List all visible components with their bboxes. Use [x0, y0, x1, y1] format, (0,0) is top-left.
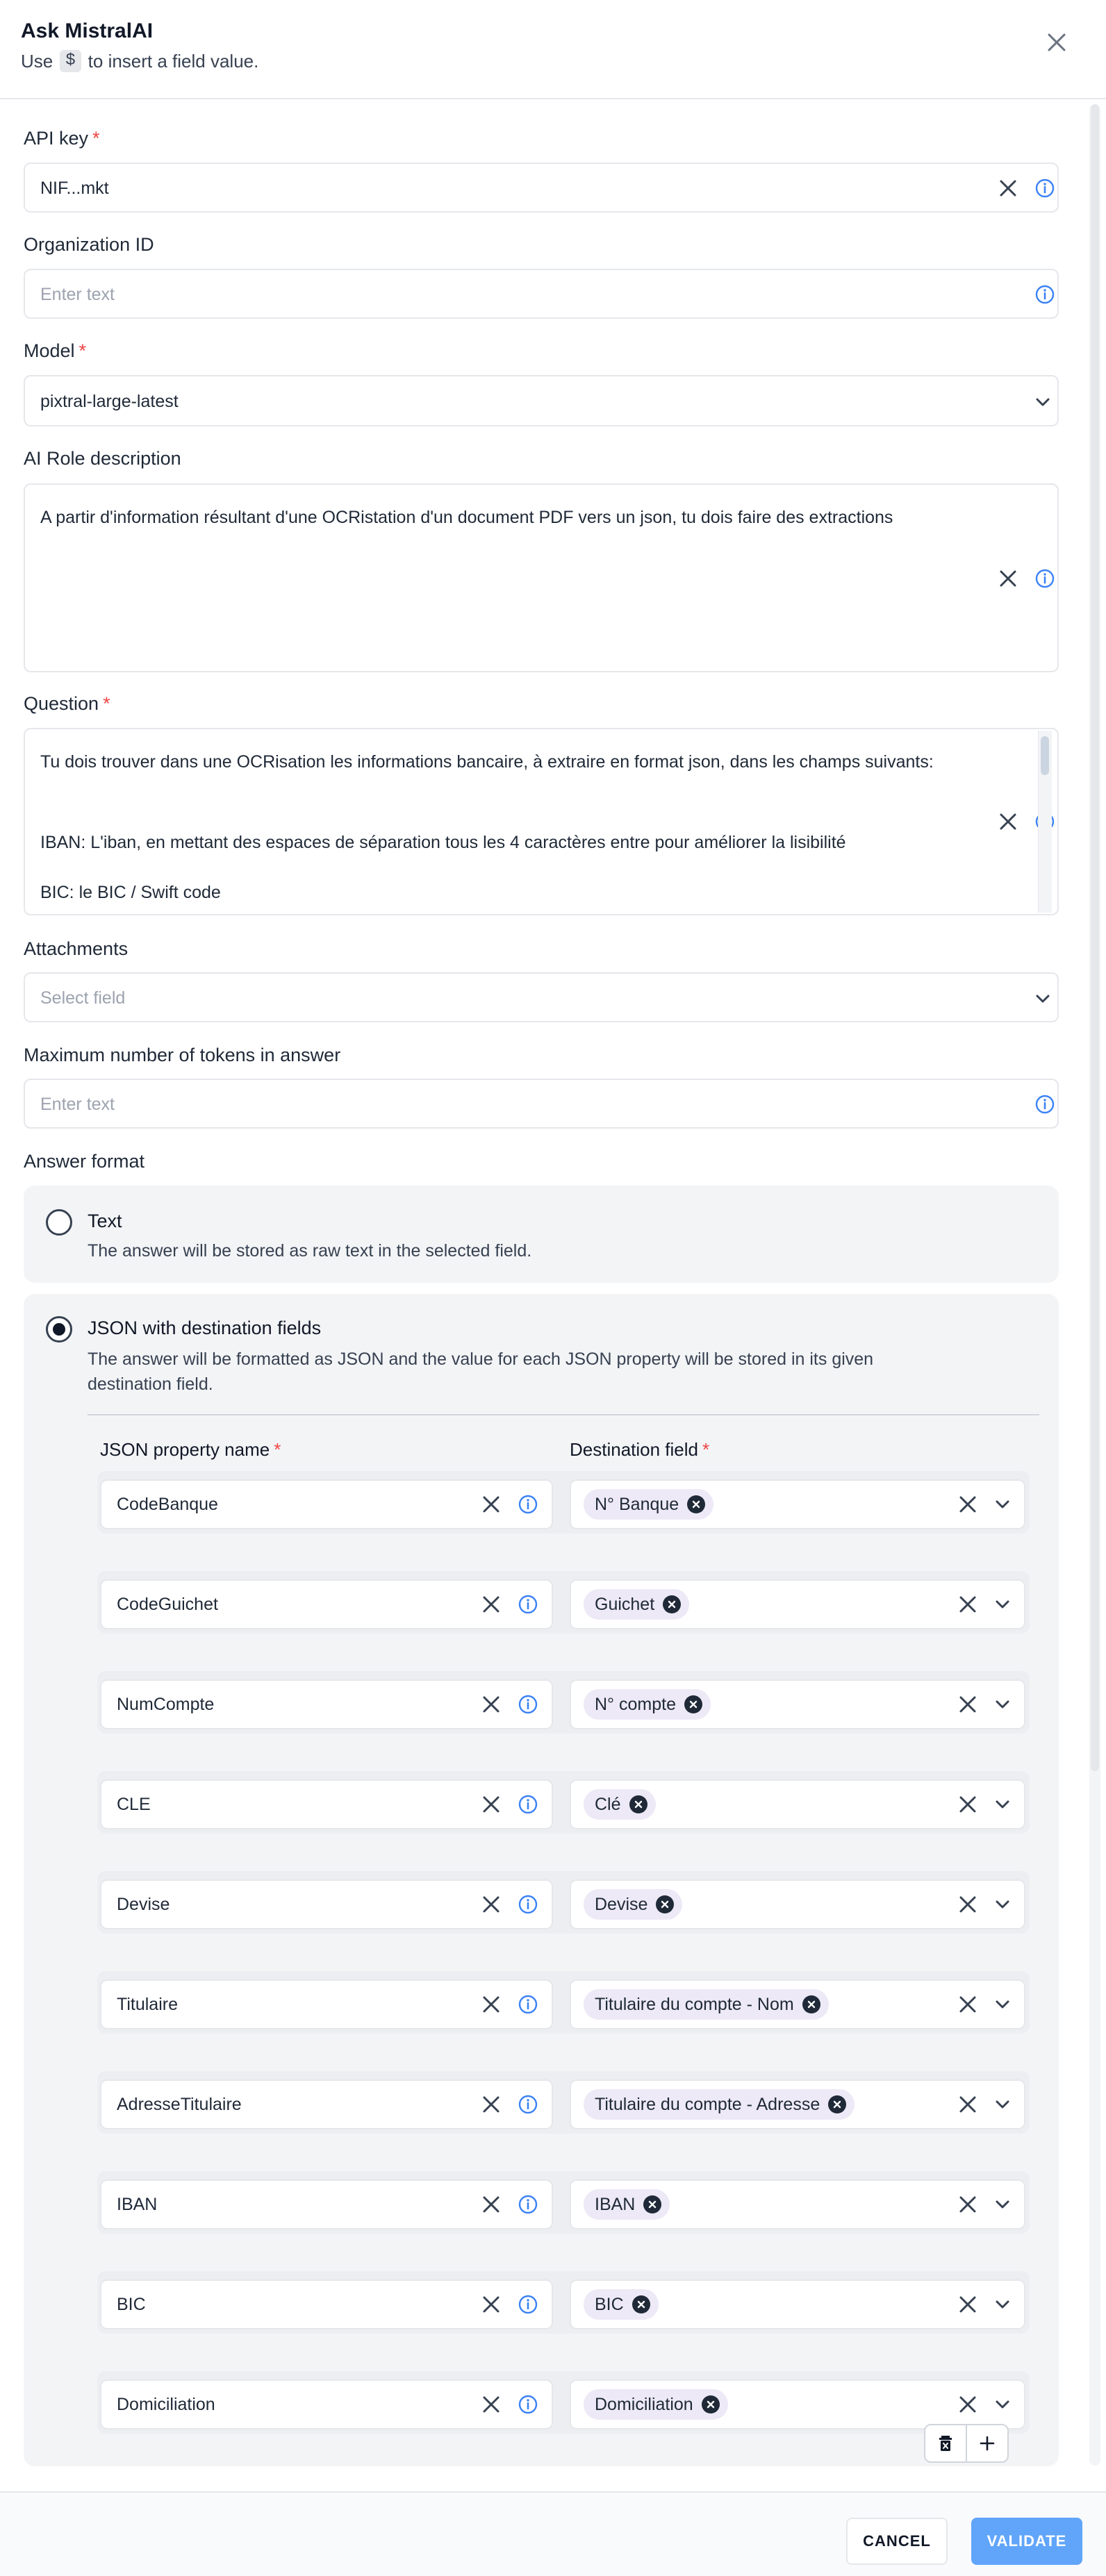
info-button[interactable]	[518, 1595, 538, 1614]
info-button[interactable]	[518, 1695, 538, 1714]
destination-chip-remove-button[interactable]	[643, 2195, 661, 2213]
close-button[interactable]	[1041, 26, 1073, 58]
clear-button[interactable]	[957, 1594, 978, 1615]
question-line-2: IBAN: L'iban, en mettant des espaces de séparation tous les 4 caractères entre pour améliorer la lisibilité	[40, 833, 846, 852]
info-icon	[518, 2395, 538, 2414]
json-property-value: NumCompte	[117, 1695, 215, 1714]
destination-chip-remove-button[interactable]	[629, 1795, 647, 1813]
ai-role-label: AI Role description	[24, 448, 181, 469]
info-button[interactable]	[1035, 1095, 1055, 1114]
info-icon	[1035, 285, 1055, 304]
json-property-value: IBAN	[117, 2195, 158, 2214]
destination-chip	[584, 2189, 670, 2220]
json-property-value: CodeGuichet	[117, 1595, 218, 1614]
answer-format-text-option[interactable]	[24, 1186, 1059, 1283]
info-button[interactable]	[518, 2095, 538, 2114]
text-option-radio[interactable]	[46, 1209, 72, 1236]
destination-chip-remove-button[interactable]	[663, 1595, 681, 1613]
destination-chip-label: Titulaire du compte - Nom	[595, 1994, 794, 2014]
json-property-input[interactable]	[100, 2379, 553, 2429]
clear-icon	[959, 1995, 977, 2013]
destination-chip-label: Domiciliation	[595, 2394, 693, 2414]
destination-chip-label: Clé	[595, 1794, 621, 1814]
destination-chip	[584, 1589, 689, 1620]
destination-chip-label: Guichet	[595, 1594, 655, 1614]
clear-button[interactable]	[481, 2194, 502, 2215]
clear-button[interactable]	[957, 1694, 978, 1715]
chevron-down-icon	[993, 1795, 1012, 1813]
json-property-value: Titulaire	[117, 1995, 178, 2014]
info-icon	[518, 1795, 538, 1814]
destination-chip-remove-button[interactable]	[656, 1895, 674, 1913]
json-property-value: AdresseTitulaire	[117, 2095, 242, 2114]
clear-button[interactable]	[998, 178, 1018, 199]
dialog-scrollbar-thumb[interactable]	[1091, 104, 1099, 1771]
json-property-value: Domiciliation	[117, 2395, 215, 2414]
chevron-down-icon	[1034, 393, 1052, 411]
destination-dropdown-toggle[interactable]	[992, 1894, 1013, 1915]
dialog-title: Ask MistralAI	[21, 19, 154, 42]
clear-icon	[482, 1695, 500, 1713]
json-mapping-row	[97, 1771, 1030, 1834]
destination-chip	[584, 1489, 713, 1520]
organization-id-input[interactable]	[24, 269, 1059, 319]
destination-chip	[584, 2089, 855, 2120]
chip-remove-icon	[832, 2100, 842, 2109]
chevron-down-icon	[993, 1695, 1012, 1713]
destination-chip	[584, 1689, 711, 1720]
api-key-label: API key *	[24, 128, 100, 149]
clear-button[interactable]	[481, 1494, 502, 1515]
clear-button[interactable]	[481, 2394, 502, 2415]
clear-icon	[959, 1795, 977, 1813]
destination-chip-remove-button[interactable]	[687, 1495, 705, 1513]
destination-chip-remove-button[interactable]	[828, 2095, 846, 2113]
chevron-down-icon	[993, 2295, 1012, 2313]
clear-icon	[482, 2095, 500, 2113]
question-scrollbar-thumb[interactable]	[1041, 736, 1049, 775]
max-tokens-label: Maximum number of tokens in answer	[24, 1045, 341, 1065]
chip-remove-icon	[807, 2000, 816, 2009]
info-icon	[518, 1495, 538, 1514]
chip-remove-icon	[636, 2300, 646, 2309]
info-icon	[518, 2195, 538, 2214]
info-button[interactable]	[518, 2195, 538, 2214]
clear-button[interactable]	[957, 1494, 978, 1515]
destination-chip-label: N° compte	[595, 1694, 676, 1714]
destination-chip-remove-button[interactable]	[702, 2395, 720, 2413]
destination-field-select[interactable]	[570, 1979, 1025, 2029]
json-mapping-row	[97, 1871, 1030, 1934]
destination-field-column-header: Destination field *	[570, 1439, 710, 1460]
json-mapping-row	[97, 1571, 1030, 1634]
destination-field-select[interactable]	[570, 2379, 1025, 2429]
json-property-input[interactable]	[100, 2079, 553, 2129]
destination-chip	[584, 2389, 728, 2420]
destination-dropdown-toggle[interactable]	[992, 2394, 1013, 2415]
clear-button[interactable]	[957, 2194, 978, 2215]
destination-chip-label: IBAN	[595, 2194, 636, 2214]
clear-button[interactable]	[957, 2294, 978, 2315]
json-property-input[interactable]	[100, 1479, 553, 1529]
add-row-button[interactable]	[967, 2425, 1007, 2461]
destination-chip	[584, 1889, 682, 1920]
clear-icon	[959, 2395, 977, 2413]
subtitle-text-before: Use	[21, 50, 53, 72]
clear-icon	[999, 813, 1017, 831]
chevron-down-icon	[993, 1895, 1012, 1913]
clear-button[interactable]	[481, 1994, 502, 2015]
destination-dropdown-toggle[interactable]	[992, 1494, 1013, 1515]
info-button[interactable]	[518, 1795, 538, 1814]
clear-icon	[959, 2295, 977, 2313]
json-property-input[interactable]	[100, 2279, 553, 2329]
json-property-input[interactable]	[100, 1679, 553, 1729]
add-row-icon	[979, 2435, 996, 2452]
destination-dropdown-toggle[interactable]	[992, 2294, 1013, 2315]
model-dropdown-toggle[interactable]	[1032, 392, 1053, 413]
attachments-placeholder: Select field	[40, 988, 126, 1008]
clear-icon	[959, 2095, 977, 2113]
clear-icon	[959, 1495, 977, 1513]
organization-id-placeholder: Enter text	[40, 285, 115, 304]
chip-remove-icon	[688, 1700, 698, 1709]
json-property-input[interactable]	[100, 1979, 553, 2029]
clear-icon	[482, 1995, 500, 2013]
clear-icon	[482, 2295, 500, 2313]
chevron-down-icon	[1034, 990, 1052, 1008]
clear-icon	[482, 2395, 500, 2413]
chevron-down-icon	[993, 2095, 1012, 2113]
json-option-radio[interactable]	[46, 1316, 72, 1343]
model-label: Model *	[24, 340, 87, 361]
json-option-desc-line-1: The answer will be formatted as JSON and the value for each JSON property will be stored in its given	[88, 1349, 874, 1369]
cancel-button[interactable]: CANCEL	[846, 2518, 948, 2565]
destination-field-select[interactable]	[570, 1579, 1025, 1629]
json-mapping-row	[97, 2071, 1030, 2134]
destination-field-select[interactable]	[570, 1879, 1025, 1929]
clear-button[interactable]	[957, 1894, 978, 1915]
clear-icon	[999, 179, 1017, 197]
clear-button[interactable]	[481, 2094, 502, 2115]
subtitle-text-after: to insert a field value.	[88, 50, 259, 72]
clear-icon	[959, 1895, 977, 1913]
destination-dropdown-toggle[interactable]	[992, 1594, 1013, 1615]
json-property-value: Devise	[117, 1895, 170, 1914]
model-value: pixtral-large-latest	[40, 392, 179, 411]
clear-icon	[482, 2195, 500, 2213]
info-icon	[1035, 178, 1055, 198]
destination-field-select[interactable]	[570, 2179, 1025, 2229]
json-mapping-row	[97, 1671, 1030, 1734]
info-button[interactable]	[518, 1995, 538, 2014]
clear-icon	[959, 2195, 977, 2213]
row-actions-toolbar	[924, 2424, 1009, 2463]
question-line-1: Tu dois trouver dans une OCRisation les informations bancaire, à extraire en format json, dans les champs suivants:	[40, 752, 934, 772]
info-icon	[518, 2295, 538, 2314]
json-property-input[interactable]	[100, 1879, 553, 1929]
clear-button[interactable]	[481, 1594, 502, 1615]
clear-button[interactable]	[998, 811, 1018, 832]
answer-format-label: Answer format	[24, 1151, 145, 1172]
info-icon	[518, 1895, 538, 1914]
destination-chip-remove-button[interactable]	[632, 2295, 650, 2313]
json-property-input[interactable]	[100, 2179, 553, 2229]
delete-row-icon	[937, 2434, 954, 2452]
info-icon	[1035, 569, 1055, 588]
clear-icon	[482, 1495, 500, 1513]
info-icon	[518, 2095, 538, 2114]
destination-chip	[584, 2289, 659, 2320]
json-property-value: CLE	[117, 1795, 151, 1814]
question-label: Question *	[24, 693, 110, 714]
text-option-title: Text	[88, 1211, 122, 1231]
api-key-value: NIF...mkt	[40, 178, 109, 198]
info-button[interactable]	[1035, 569, 1055, 588]
destination-field-select[interactable]	[570, 2079, 1025, 2129]
info-icon	[518, 1695, 538, 1714]
destination-field-select[interactable]	[570, 1779, 1025, 1829]
info-icon	[518, 1595, 538, 1614]
destination-chip-remove-button[interactable]	[802, 1995, 820, 2013]
model-select[interactable]	[24, 375, 1059, 426]
ai-role-textarea[interactable]	[24, 483, 1059, 672]
subtitle-key: $	[60, 50, 81, 72]
chip-remove-icon	[660, 1900, 670, 1909]
clear-icon	[482, 1795, 500, 1813]
chip-remove-icon	[691, 1499, 701, 1509]
json-mapping-row	[97, 2371, 1030, 2434]
chip-remove-icon	[706, 2400, 716, 2409]
clear-button[interactable]	[957, 1994, 978, 2015]
attachments-dropdown-toggle[interactable]	[1032, 988, 1053, 1009]
clear-button[interactable]	[481, 1794, 502, 1815]
chevron-down-icon	[993, 2395, 1012, 2413]
info-button[interactable]	[518, 1495, 538, 1514]
info-button[interactable]	[1035, 285, 1055, 304]
destination-chip-label: Titulaire du compte - Adresse	[595, 2094, 820, 2114]
dialog-footer	[0, 2491, 1106, 2576]
destination-field-select[interactable]	[570, 2279, 1025, 2329]
clear-icon	[482, 1595, 500, 1613]
json-mapping-row	[97, 1471, 1030, 1534]
ai-role-value: A partir d'information résultant d'une OCRistation d'un document PDF vers un json, tu dois faire des extractions	[40, 508, 893, 527]
clear-button[interactable]	[957, 2094, 978, 2115]
chip-remove-icon	[647, 2200, 657, 2209]
chevron-down-icon	[993, 1595, 1012, 1613]
clear-button[interactable]	[481, 1694, 502, 1715]
chevron-down-icon	[993, 1995, 1012, 2013]
destination-dropdown-toggle[interactable]	[992, 1794, 1013, 1815]
destination-chip-label: BIC	[595, 2294, 624, 2314]
info-button[interactable]	[518, 1895, 538, 1914]
clear-icon	[482, 1895, 500, 1913]
info-icon	[1035, 1095, 1055, 1114]
chip-remove-icon	[634, 1800, 643, 1809]
json-property-column-header: JSON property name *	[100, 1439, 281, 1460]
json-mapping-row	[97, 2171, 1030, 2234]
json-mapping-divider	[88, 1414, 1039, 1415]
json-mapping-row	[97, 1971, 1030, 2034]
json-property-input[interactable]	[100, 1779, 553, 1829]
info-icon	[518, 1995, 538, 2014]
text-option-desc: The answer will be stored as raw text in the selected field.	[88, 1241, 532, 1261]
clear-icon	[959, 1595, 977, 1613]
json-option-desc-line-2: destination field.	[88, 1374, 213, 1394]
close-icon	[1046, 32, 1067, 53]
attachments-select[interactable]	[24, 972, 1059, 1022]
destination-dropdown-toggle[interactable]	[992, 1994, 1013, 2015]
json-property-input[interactable]	[100, 1579, 553, 1629]
api-key-input[interactable]	[24, 163, 1059, 213]
clear-button[interactable]	[957, 1794, 978, 1815]
question-textarea[interactable]	[24, 728, 1059, 915]
clear-button[interactable]	[481, 2294, 502, 2315]
destination-chip-label: Devise	[595, 1894, 648, 1914]
validate-button[interactable]: VALIDATE	[971, 2518, 1082, 2565]
json-mapping-row	[97, 2271, 1030, 2334]
organization-id-label: Organization ID	[24, 234, 154, 255]
clear-button[interactable]	[998, 568, 1018, 589]
clear-button[interactable]	[481, 1894, 502, 1915]
json-property-value: CodeBanque	[117, 1495, 218, 1514]
clear-icon	[959, 1695, 977, 1713]
json-property-value: BIC	[117, 2295, 146, 2314]
destination-chip	[584, 1789, 656, 1820]
info-button[interactable]	[1035, 178, 1055, 198]
clear-icon	[999, 570, 1017, 588]
delete-row-button[interactable]	[925, 2425, 967, 2461]
destination-field-select[interactable]	[570, 1679, 1025, 1729]
question-line-3: BIC: le BIC / Swift code	[40, 883, 221, 902]
destination-chip-label: N° Banque	[595, 1494, 679, 1514]
destination-chip	[584, 1989, 829, 2020]
chevron-down-icon	[993, 1495, 1012, 1513]
destination-field-select[interactable]	[570, 1479, 1025, 1529]
chevron-down-icon	[993, 2195, 1012, 2213]
clear-button[interactable]	[957, 2394, 978, 2415]
info-button[interactable]	[518, 2395, 538, 2414]
chip-remove-icon	[667, 1599, 677, 1609]
destination-dropdown-toggle[interactable]	[992, 2094, 1013, 2115]
destination-dropdown-toggle[interactable]	[992, 2194, 1013, 2215]
dialog-header	[0, 0, 1106, 99]
max-tokens-input[interactable]	[24, 1079, 1059, 1129]
max-tokens-placeholder: Enter text	[40, 1095, 115, 1114]
destination-dropdown-toggle[interactable]	[992, 1694, 1013, 1715]
destination-chip-remove-button[interactable]	[684, 1695, 702, 1713]
info-button[interactable]	[518, 2295, 538, 2314]
json-option-title: JSON with destination fields	[88, 1318, 322, 1338]
attachments-label: Attachments	[24, 938, 129, 959]
dialog-subtitle	[21, 50, 258, 72]
